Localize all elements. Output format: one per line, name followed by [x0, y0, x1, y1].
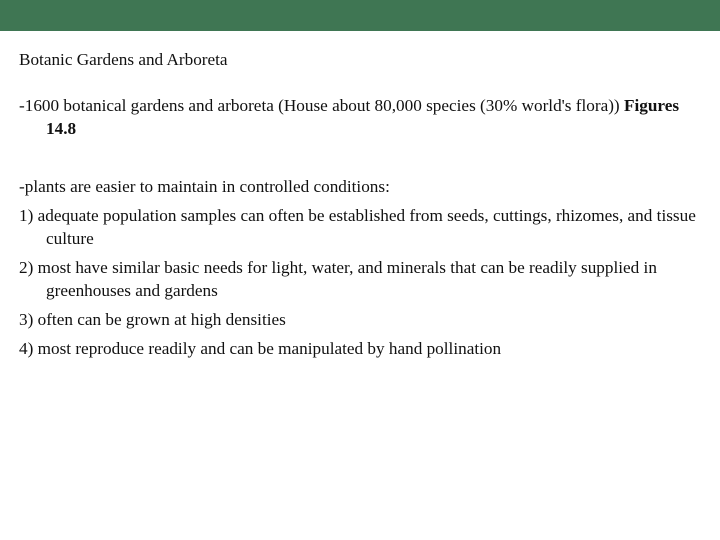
slide-content: [19, 48, 709, 366]
list-item-2: 2) most have similar basic needs for light, water, and minerals that can be readily supplied in greenhouses and gardens: [19, 258, 657, 300]
intro-paragraph: [19, 94, 709, 140]
figure-reference: Figures 14.8: [46, 96, 680, 138]
lead-text: -plants are easier to maintain in controlled conditions:: [19, 177, 390, 196]
slide-title: Botanic Gardens and Arboreta: [19, 50, 228, 69]
list-item-1: 1) adequate population samples can often be established from seeds, cuttings, rhizomes, and tissue culture: [19, 206, 696, 248]
list-item-3: 3) often can be grown at high densities: [19, 310, 286, 329]
intro-text: -1600 botanical gardens and arboreta (House about 80,000 species (30% world's flora)): [19, 96, 624, 115]
top-bar: [0, 0, 720, 31]
list-item-4: 4) most reproduce readily and can be manipulated by hand pollination: [19, 339, 502, 358]
